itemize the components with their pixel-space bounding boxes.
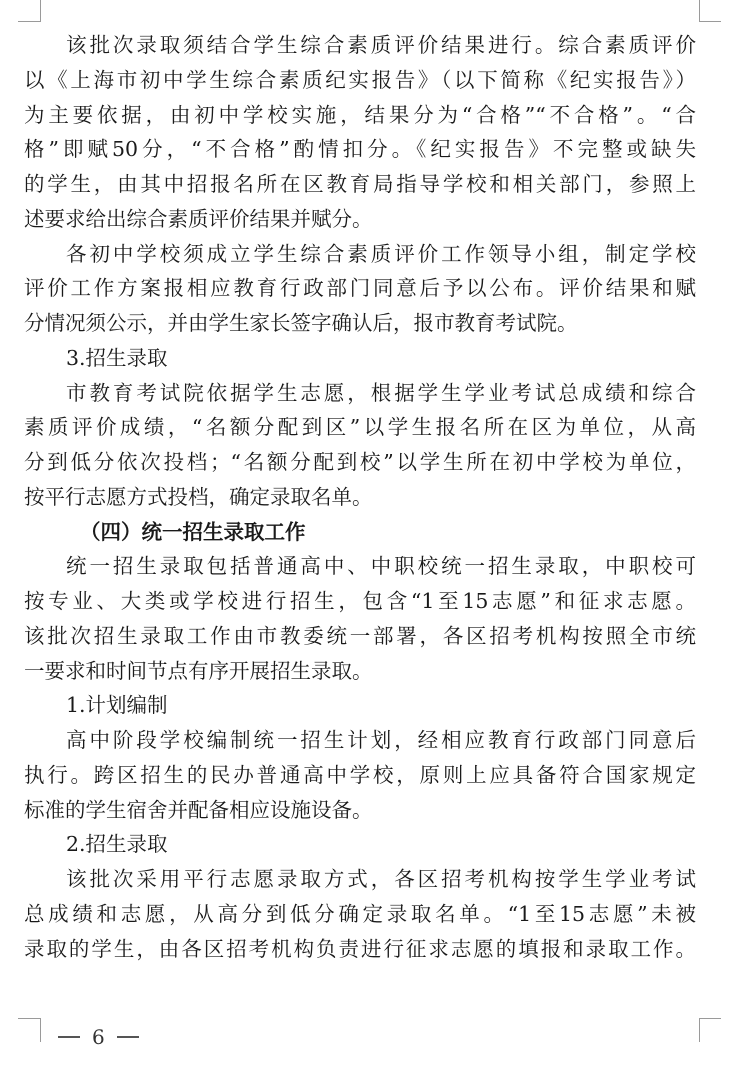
footer-dash-left <box>58 1036 80 1038</box>
text-line: 该批次招生录取工作由市教委统一部署，各区招考机构按照全市统 <box>24 623 696 648</box>
document-body <box>24 28 696 966</box>
text-line: 录取的学生，由各区招考机构负责进行征求志愿的填报和录取工作。 <box>24 936 696 961</box>
text-line: 素质评价成绩，“名额分配到区”以学生报名所在区为单位，从高 <box>24 415 696 440</box>
crop-mark-bottom-left-vertical <box>40 1018 41 1042</box>
text-line: 高中阶段学校编制统一招生计划，经相应教育行政部门同意后 <box>66 728 696 752</box>
crop-mark-top-left-vertical <box>40 0 41 22</box>
footer-dash-right <box>117 1036 139 1038</box>
text-line: 分到低分依次投档；“名额分配到校”以学生所在初中学校为单位， <box>24 450 696 474</box>
text-line: 一要求和时间节点有序开展招生录取。 <box>24 658 373 683</box>
text-line: 以《上海市初中学生综合素质纪实报告》（以下简称《纪实报告》） <box>24 67 696 92</box>
page-footer <box>58 1022 139 1052</box>
crop-mark-bottom-right-vertical <box>699 1018 700 1042</box>
text-line: 按专业、大类或学校进行招生，包含“1至15志愿”和征求志愿。 <box>24 589 696 613</box>
text-line: 述要求给出综合素质评价结果并赋分。 <box>24 206 373 231</box>
section-heading: 3.招生录取 <box>66 345 168 370</box>
section-heading: 2.招生录取 <box>66 832 168 857</box>
text-line: 的学生，由其中招报名所在区教育局指导学校和相关部门，参照上 <box>24 172 696 196</box>
crop-mark-top-left-horizontal <box>18 21 40 22</box>
text-line: 执行。跨区招生的民办普通高中学校，原则上应具备符合国家规定 <box>24 762 696 787</box>
crop-mark-bottom-left-horizontal <box>18 1018 40 1019</box>
text-line: 标准的学生宿舍并配备相应设施设备。 <box>24 797 373 822</box>
section-heading: 1.计划编制 <box>66 693 168 718</box>
crop-mark-top-right-horizontal <box>699 21 721 22</box>
text-line: 各初中学校须成立学生综合素质评价工作领导小组，制定学校 <box>66 241 696 266</box>
text-line: 按平行志愿方式投档，确定录取名单。 <box>24 484 373 509</box>
text-line: 为主要依据，由初中学校实施，结果分为“合格”“不合格”。“合 <box>24 102 696 127</box>
text-line: 该批次录取须结合学生综合素质评价结果进行。综合素质评价 <box>66 33 696 57</box>
page-number: 6 <box>92 1025 105 1049</box>
crop-mark-bottom-right-horizontal <box>699 1018 721 1019</box>
text-line: 格”即赋50分，“不合格”酌情扣分。《纪实报告》不完整或缺失 <box>24 137 696 162</box>
text-line: 评价工作方案报相应教育行政部门同意后予以公布。评价结果和赋 <box>24 276 696 301</box>
crop-mark-top-right-vertical <box>699 0 700 22</box>
text-line: 该批次采用平行志愿录取方式，各区招考机构按学生学业考试 <box>66 867 696 891</box>
text-line: 市教育考试院依据学生志愿，根据学生学业考试总成绩和综合 <box>66 380 696 405</box>
section-heading: （四）统一招生录取工作 <box>80 519 306 544</box>
text-line: 分情况须公示，并由学生家长签字确认后，报市教育考试院。 <box>24 311 578 335</box>
text-line: 总成绩和志愿，从高分到低分确定录取名单。“1至15志愿”未被 <box>24 901 696 926</box>
text-line: 统一招生录取包括普通高中、中职校统一招生录取，中职校可 <box>66 554 696 579</box>
